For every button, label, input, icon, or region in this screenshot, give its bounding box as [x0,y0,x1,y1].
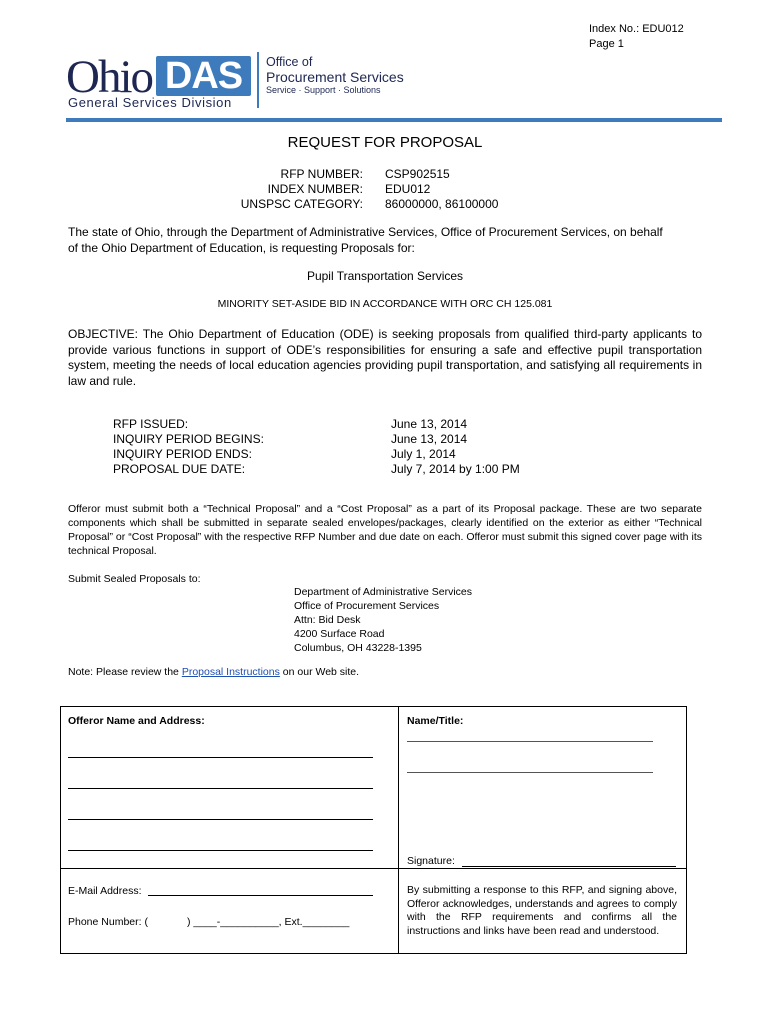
note-line [68,665,359,679]
intro-paragraph: The state of Ohio, through the Department of Administrative Services, Office of Procurement Services, on behalf of the Ohio Department of Education, is requesting Proposals for: [68,225,663,255]
submit-to-label: Submit Sealed Proposals to: [68,573,201,585]
signature-field[interactable] [462,866,676,867]
logo-office [266,55,404,85]
mailing-address [294,585,472,655]
objective-paragraph: OBJECTIVE: The Ohio Department of Education (ODE) is seeking proposals from qualified third-party applicants to provide various functions in support of ODE’s responsibilities for ensuring a safe and effective pupil transportation system, meeting the needs of local education agencies providing pupil transportation, and satisfying all requirements in law and rule. [68,327,702,388]
rfp-number-label: RFP NUMBER: [280,167,363,181]
rfp-issued-value: June 13, 2014 [391,417,468,431]
email-field[interactable] [148,895,373,896]
inquiry-ends-label: INQUIRY PERIOD ENDS: [113,447,252,461]
signature-label: Signature: [407,855,455,867]
logo-office-line1: Office of [266,55,313,69]
index-number-value: EDU012 [385,182,431,196]
rfp-info-values [385,167,498,212]
logo-divider [257,52,259,108]
name-title-label: Name/Title: [407,715,464,727]
logo-tagline: Service · Support · Solutions [266,85,381,95]
logo-office-line2: Procurement Services [266,69,404,85]
page-number: Page 1 [589,38,624,50]
rfp-info-labels [180,167,363,212]
email-label: E-Mail Address: [68,885,142,897]
note-prefix: Note: Please review the [68,666,182,678]
service-name: Pupil Transportation Services [306,269,464,283]
set-aside-note: MINORITY SET-ASIDE BID IN ACCORDANCE WITH ORC CH 125.081 [217,298,553,310]
dates-labels [113,417,264,477]
due-date-value: July 7, 2014 by 1:00 PM [391,462,520,476]
dates-values [391,417,520,477]
offeror-name-field[interactable] [68,757,373,758]
address-line: Attn: Bid Desk [294,614,361,626]
form-divider-vertical [398,706,399,954]
offeror-address-field-1[interactable] [68,788,373,789]
index-number-label: INDEX NUMBER: [267,182,363,196]
address-line: 4200 Surface Road [294,628,385,640]
inquiry-ends-value: July 1, 2014 [391,447,456,461]
address-line: Office of Procurement Services [294,600,440,612]
form-divider-horizontal [60,868,687,869]
logo-division: General Services Division [68,95,232,110]
offeror-label: Offeror Name and Address: [68,715,205,727]
offeror-address-field-3[interactable] [68,850,373,851]
phone-field[interactable]: ) ____-__________, Ext.________ [187,916,350,928]
submission-note: Offeror must submit both a “Technical Proposal” and a “Cost Proposal” as a part of its Proposal package. These are two separate components which shall be submitted in separate sealed envelopes/packages, clearly identified on the exterior as either “Technical Proposal” or “Cost Proposal” with the respective RFP Number and due date on each. Offeror must submit this signed cover page with its technical Proposal. [68,503,702,557]
name-title-field-2[interactable] [407,772,653,773]
logo-das-badge: DAS [156,56,251,96]
due-date-label: PROPOSAL DUE DATE: [113,462,246,476]
address-line: Columbus, OH 43228-1395 [294,642,422,654]
acknowledgment-text: By submitting a response to this RFP, and signing above, Offeror acknowledges, understands and agrees to comply with the RFP requirements and confirms all the instructions and links have been read and understood. [407,884,677,937]
rfp-issued-label: RFP ISSUED: [113,417,189,431]
page-title: REQUEST FOR PROPOSAL [287,134,483,151]
logo-ohio-text: Ohio [66,51,152,103]
inquiry-begins-label: INQUIRY PERIOD BEGINS: [113,432,264,446]
header-rule [66,118,722,122]
unspsc-value: 86000000, 86100000 [385,197,499,211]
note-suffix: on our Web site. [279,666,360,678]
name-title-field-1[interactable] [407,741,653,742]
proposal-instructions-link[interactable]: Proposal Instructions [181,666,280,678]
address-line: Department of Administrative Services [294,586,472,598]
unspsc-label: UNSPSC CATEGORY: [240,197,363,211]
inquiry-begins-value: June 13, 2014 [391,432,468,446]
phone-label: Phone Number: ( [68,916,148,928]
rfp-number-value: CSP902515 [385,167,450,181]
index-number: Index No.: EDU012 [589,23,684,35]
offeror-address-field-2[interactable] [68,819,373,820]
header-meta [589,22,684,52]
